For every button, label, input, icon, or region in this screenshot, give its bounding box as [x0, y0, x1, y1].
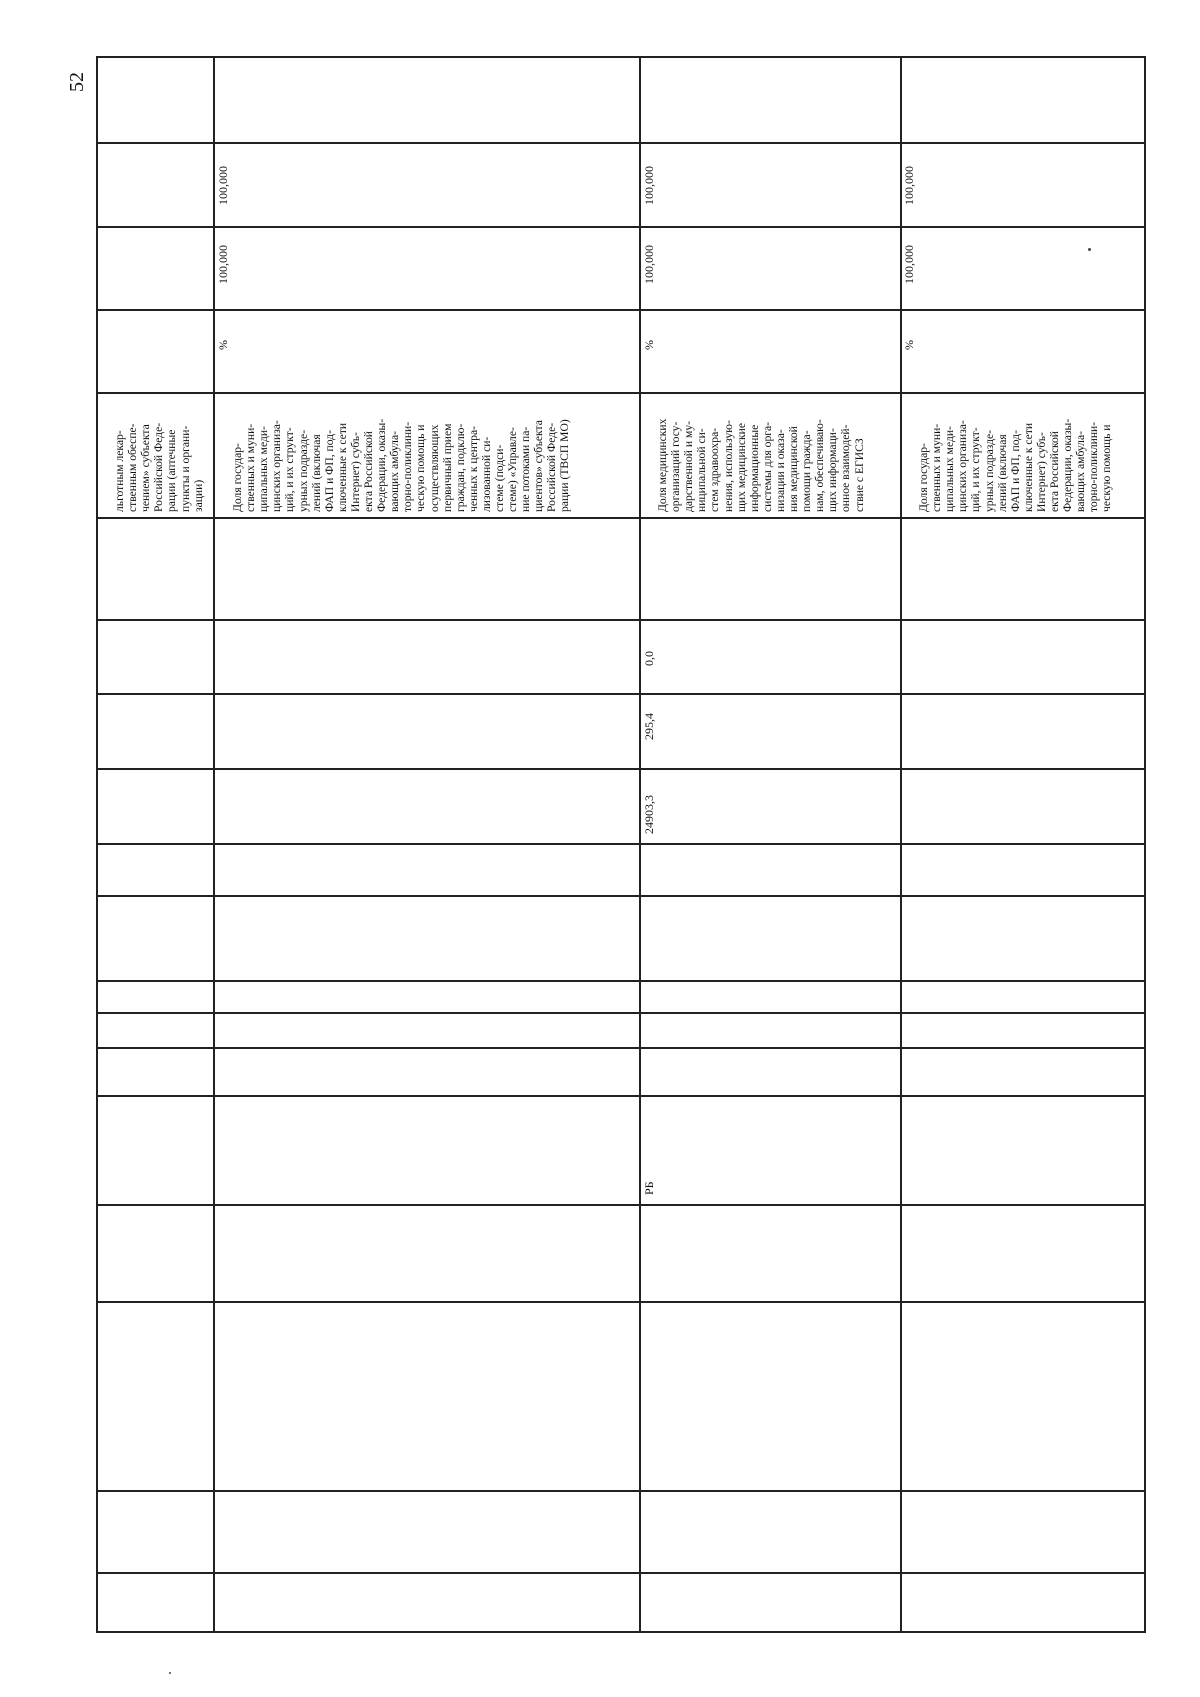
grid-line-h — [96, 1301, 1146, 1303]
grid-line-h — [96, 693, 1146, 695]
grid-line-h — [96, 1490, 1146, 1492]
row-3-amount-1: 24903,3 — [642, 795, 656, 834]
row-4-base-value: 100,000 — [902, 245, 916, 284]
grid-line-h — [96, 517, 1146, 519]
row-3-unit: % — [642, 340, 656, 350]
row-3-funding-source: РБ — [642, 1181, 656, 1195]
row-2-target-value: 100,000 — [216, 166, 230, 205]
grid-line-h — [96, 226, 1146, 228]
grid-line-h — [96, 1095, 1146, 1097]
row-2-unit: % — [216, 340, 230, 350]
grid-line-h — [96, 1012, 1146, 1014]
page-number: 52 — [66, 72, 88, 92]
grid-line-v — [96, 56, 98, 1633]
grid-line-h — [96, 56, 1146, 58]
grid-line-h — [96, 1631, 1146, 1633]
grid-line-h — [96, 309, 1146, 311]
row-2-base-value: 100,000 — [216, 245, 230, 284]
scan-speck — [1088, 248, 1091, 251]
grid-line-h — [96, 392, 1146, 394]
grid-line-h — [96, 895, 1146, 897]
grid-line-h — [96, 1204, 1146, 1206]
row-3-base-value: 100,000 — [642, 245, 656, 284]
grid-line-v — [213, 56, 215, 1633]
grid-line-h — [96, 768, 1146, 770]
grid-line-v — [900, 56, 902, 1633]
row-4-target-value: 100,000 — [902, 166, 916, 205]
grid-line-h — [96, 619, 1146, 621]
row-3-amount-2: 295,4 — [642, 713, 656, 740]
grid-line-h — [96, 980, 1146, 982]
grid-line-v — [639, 56, 641, 1633]
row-4-unit: % — [902, 340, 916, 350]
grid-line-h — [96, 1572, 1146, 1574]
grid-line-v — [1144, 56, 1146, 1633]
row-3-amount-3: 0,0 — [642, 651, 656, 666]
scan-speck — [169, 1672, 171, 1674]
grid-line-h — [96, 843, 1146, 845]
grid-line-h — [96, 142, 1146, 144]
grid-line-h — [96, 1047, 1146, 1049]
row-3-target-value: 100,000 — [642, 166, 656, 205]
